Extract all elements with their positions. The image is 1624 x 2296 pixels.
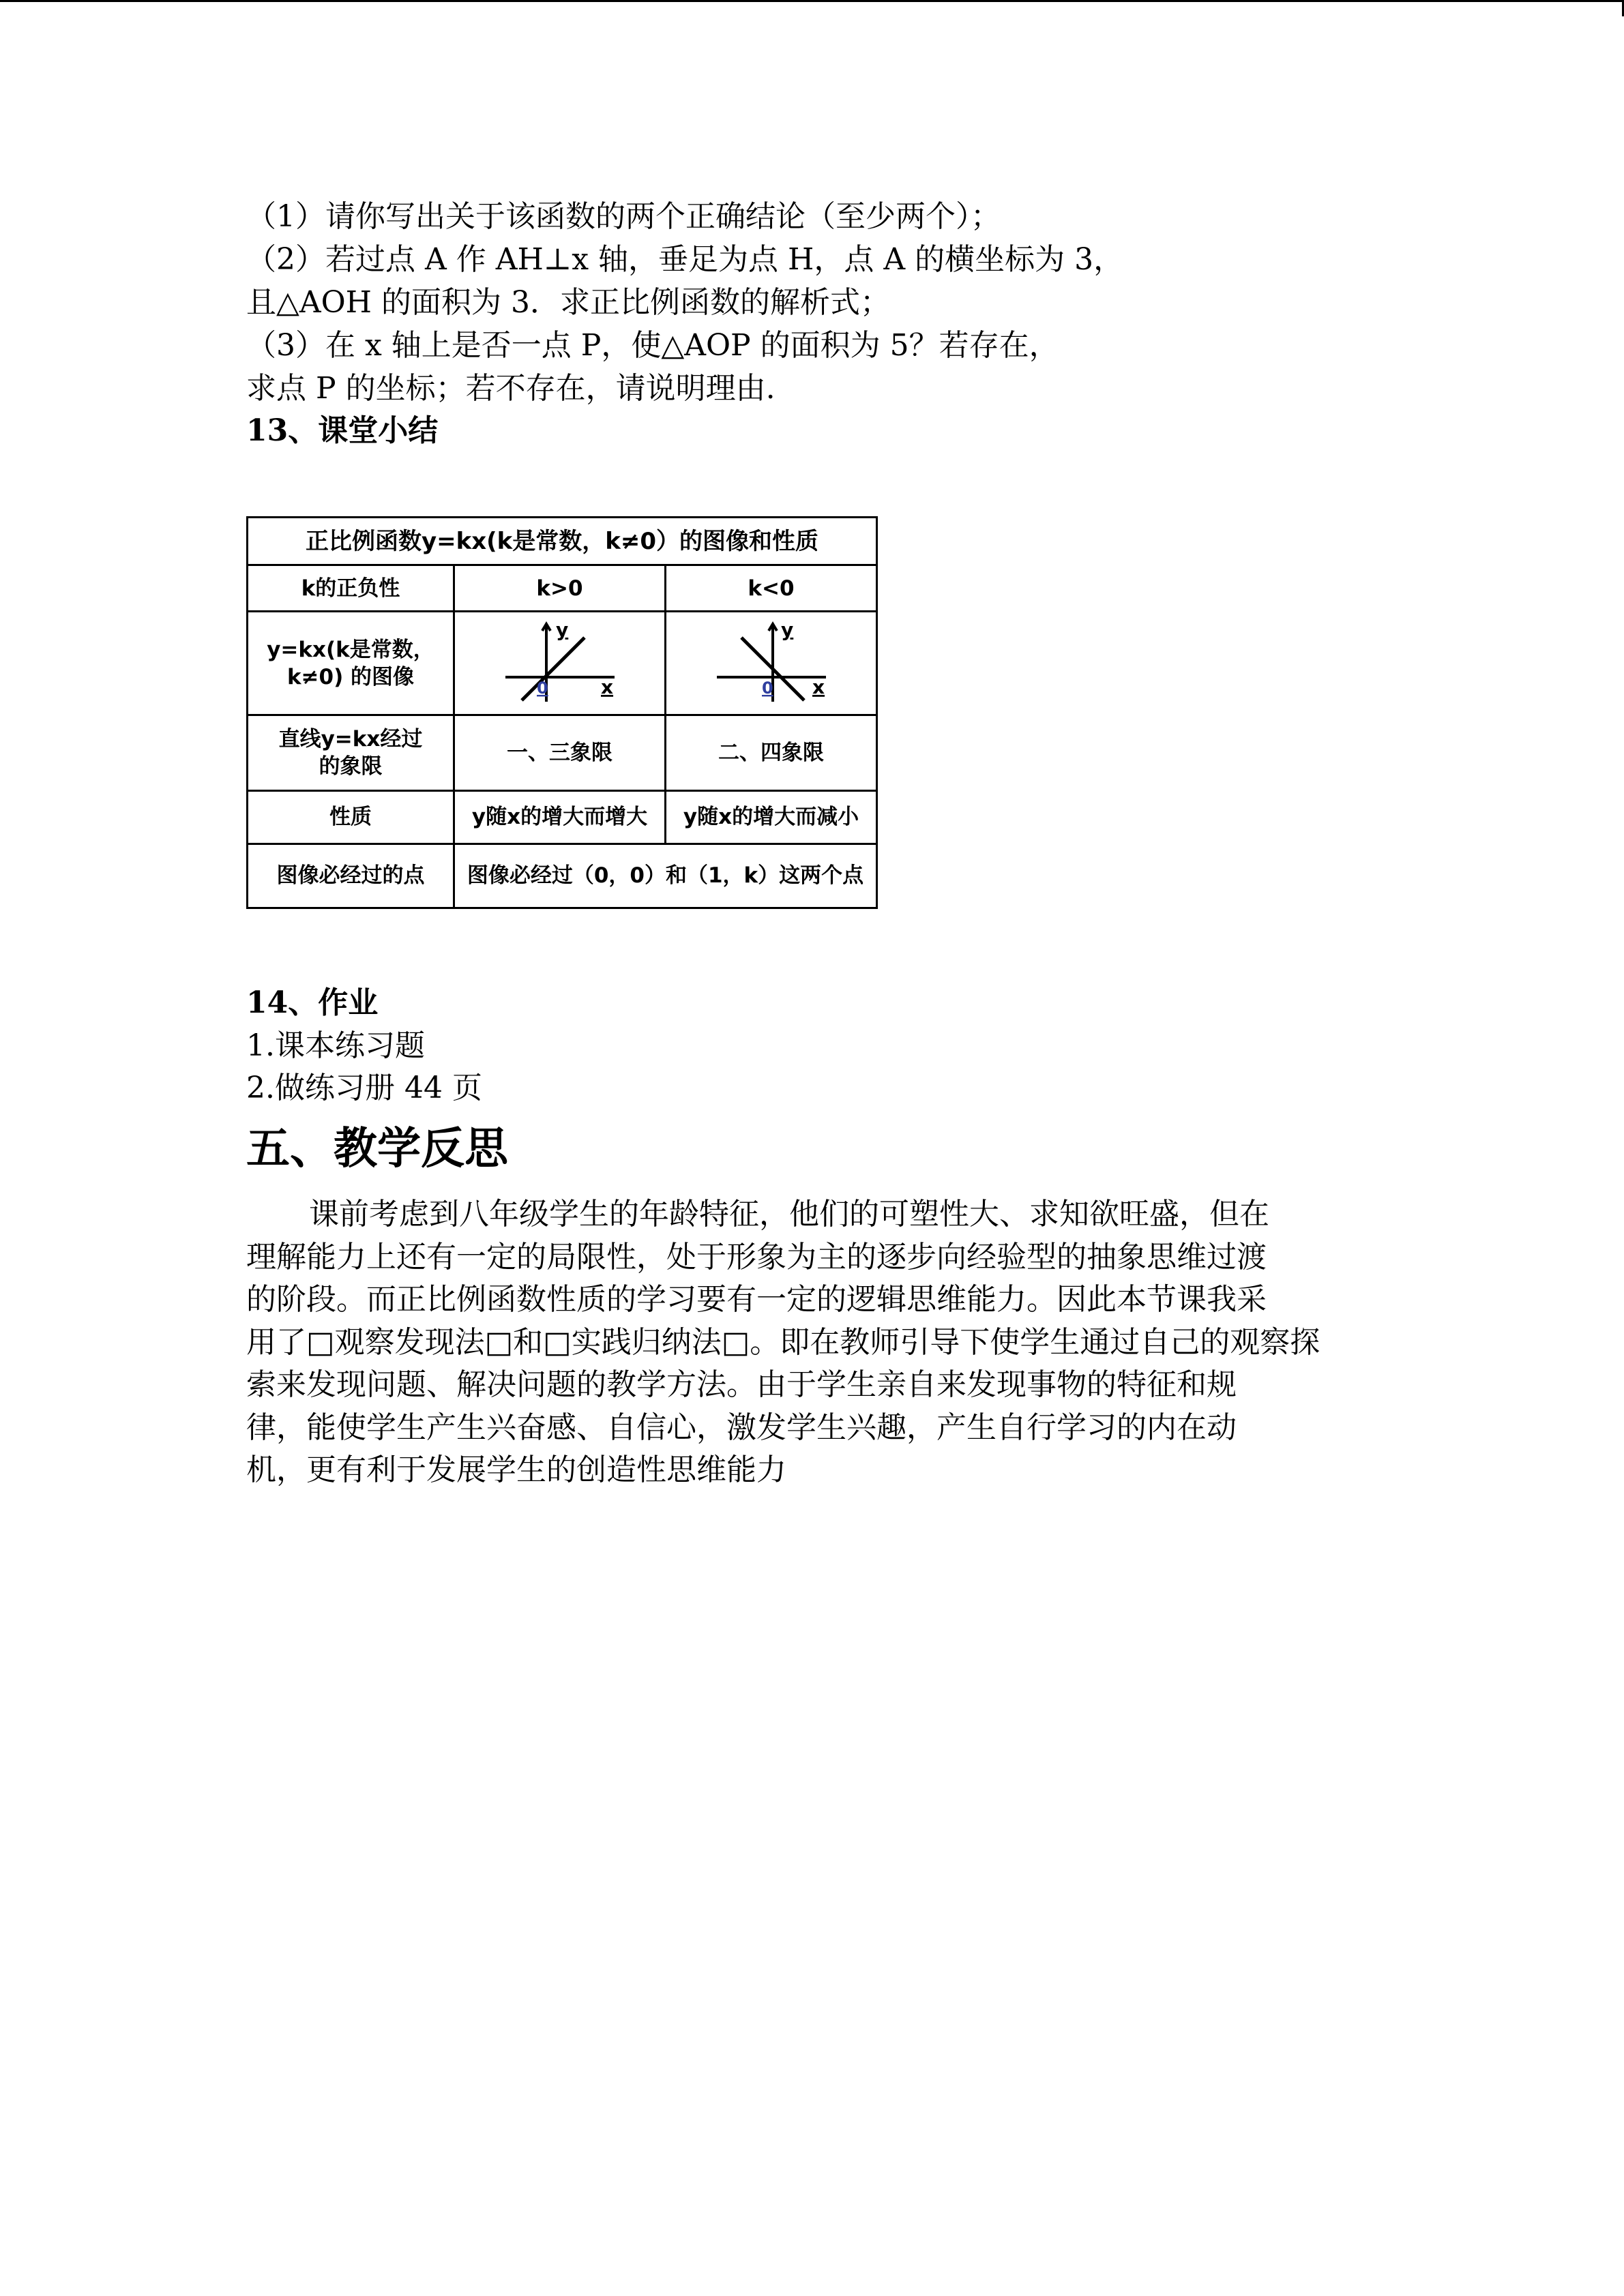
reflection-line: 机，更有利于发展学生的创造性思维能力 (246, 1452, 786, 1487)
sign-negative: k<0 (666, 565, 877, 612)
reflection-line: 索来发现问题、解决问题的教学方法。由于学生亲自来发现事物的特征和规 (246, 1367, 1237, 1402)
property-negative: y随x的增大而减小 (666, 790, 877, 844)
homework-item-1: 1.课本练习题 (246, 1028, 425, 1063)
quadrants-negative: 二、四象限 (666, 715, 877, 790)
graph-positive (454, 612, 666, 715)
graph-negative-svg (710, 618, 833, 709)
section-14-heading: 14、作业 (246, 985, 379, 1020)
problem-part-3-cont: 求点 P 的坐标；若不存在，请说明理由. (246, 371, 776, 406)
summary-table (246, 516, 878, 909)
reflection-line: 用了□观察发现法□和□实践归纳法□。即在教师引导下使学生通过自己的观察探 (246, 1324, 1320, 1360)
problem-part-2-cont: 且△AOH 的面积为 3．求正比例函数的解析式； (246, 285, 891, 320)
row-label-graph (248, 612, 454, 715)
graph-label-line2: k≠0) 的图像 (286, 664, 415, 689)
graph-positive-svg (499, 618, 621, 709)
section-5-heading: 五、教学反思 (246, 1124, 508, 1174)
graph-negative-x-label: x (812, 675, 825, 698)
quadrants-label-line1: 直线y=kx经过 (278, 727, 423, 752)
graph-positive-y-label: y (555, 618, 568, 641)
problem-part-1: （1）请你写出关于该函数的两个正确结论（至少两个）； (246, 199, 1001, 234)
points-value: 图像必经过（0，0）和（1，k）这两个点 (454, 844, 877, 908)
sign-positive: k>0 (454, 565, 666, 612)
reflection-paragraph (246, 1193, 1365, 1492)
graph-positive-x-label: x (600, 675, 613, 698)
quadrants-positive: 一、三象限 (454, 715, 666, 790)
graph-negative-origin: 0 (761, 678, 773, 698)
graph-negative-y-label: y (780, 618, 793, 641)
quadrants-label-line2: 的象限 (319, 754, 383, 779)
reflection-line: 理解能力上还有一定的局限性，处于形象为主的逐步向经验型的抽象思维过渡 (246, 1239, 1267, 1274)
problem-part-3: （3）在 x 轴上是否一点 P，使△AOP 的面积为 5？若存在， (246, 328, 1059, 363)
page-top-border (0, 0, 1624, 2)
problem-part-2: （2）若过点 A 作 AH⊥x 轴，垂足为点 H，点 A 的横坐标为 3， (246, 242, 1124, 277)
graph-positive-line (522, 638, 585, 700)
row-label-property: 性质 (248, 790, 454, 844)
reflection-line: 课前考虑到八年级学生的年龄特征，他们的可塑性大、求知欲旺盛，但在 (309, 1197, 1269, 1232)
graph-negative (666, 612, 877, 715)
row-label-points: 图像必经过的点 (248, 844, 454, 908)
graph-positive-origin: 0 (536, 678, 548, 698)
reflection-line: 律，能使学生产生兴奋感、自信心，激发学生兴趣，产生自行学习的内在动 (246, 1410, 1237, 1445)
graph-label-line1: y=kx(k是常数， (267, 637, 434, 662)
homework-item-2: 2.做练习册 44 页 (246, 1071, 482, 1105)
row-label-sign: k的正负性 (248, 565, 454, 612)
table-title: 正比例函数y=kx(k是常数，k≠0）的图像和性质 (248, 518, 877, 565)
reflection-line: 的阶段。而正比例函数性质的学习要有一定的逻辑思维能力。因此本节课我采 (246, 1282, 1267, 1317)
property-positive: y随x的增大而增大 (454, 790, 666, 844)
section-13-heading: 13、课堂小结 (246, 413, 439, 448)
row-label-quadrants (248, 715, 454, 790)
